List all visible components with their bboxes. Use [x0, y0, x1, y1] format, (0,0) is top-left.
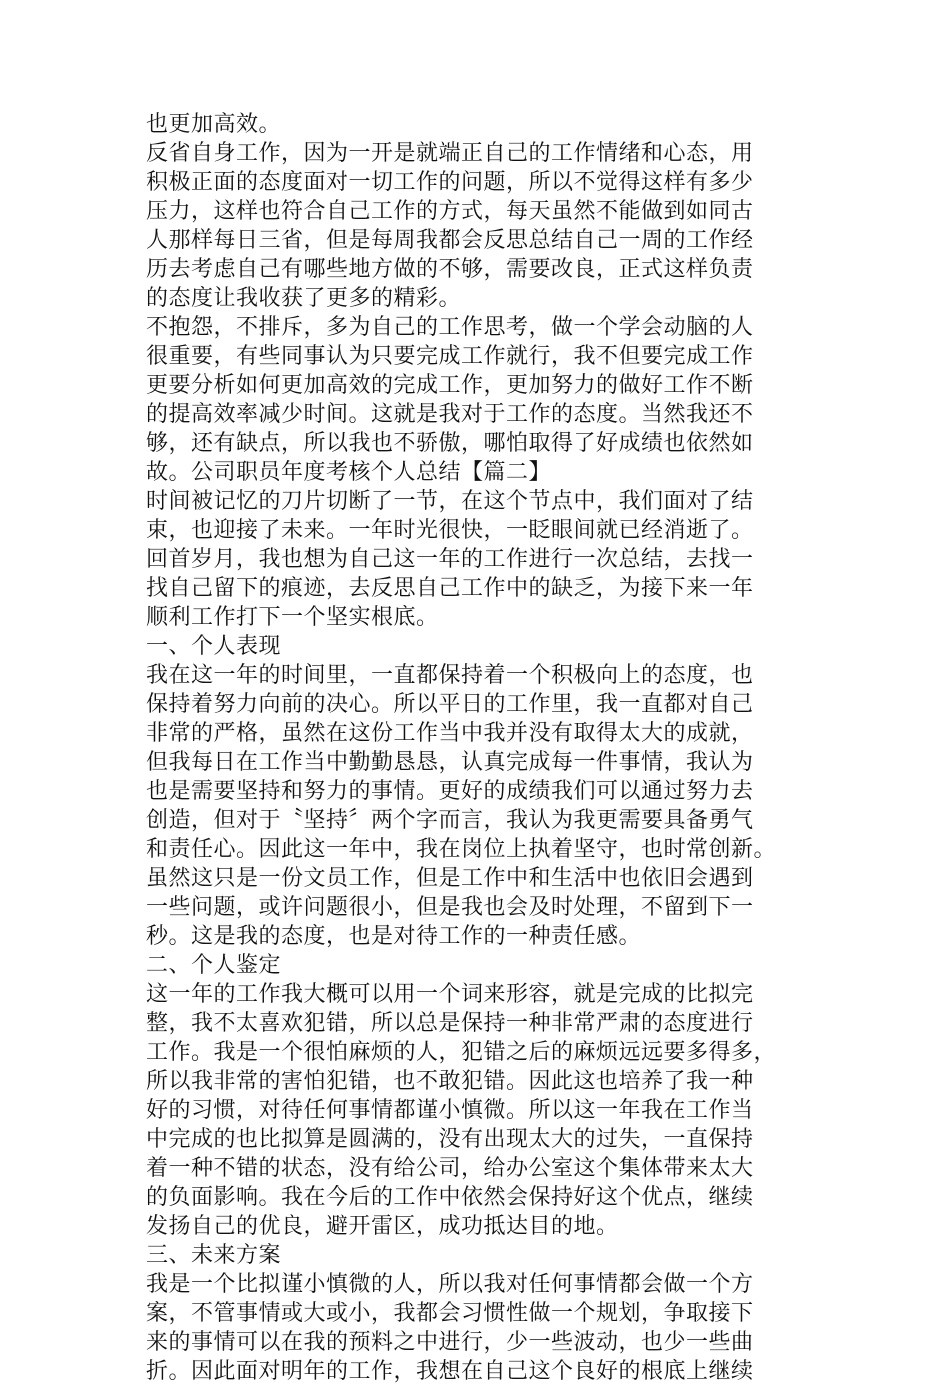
text-line: 一些问题，或许问题很小，但是我也会及时处理，不留到下一	[146, 895, 754, 920]
text-line: 二、个人鉴定	[146, 953, 282, 978]
text-line: 故。公司职员年度考核个人总结【篇二】	[146, 460, 552, 485]
text-line: 所以我非常的害怕犯错，也不敢犯错。因此这也培养了我一种	[146, 1069, 754, 1094]
text-line: 发扬自己的优良，避开雷区，成功抵达目的地。	[146, 1214, 619, 1239]
text-line: 但我每日在工作当中勤勤恳恳，认真完成每一件事情，我认为	[146, 750, 754, 775]
text-line: 和责任心。因此这一年中，我在岗位上执着坚守，也时常创新。	[146, 837, 777, 862]
text-line: 好的习惯，对待任何事情都谨小慎微。所以这一年我在工作当	[146, 1098, 754, 1123]
text-line: 这一年的工作我大概可以用一个词来形容，就是完成的比拟完	[146, 982, 754, 1007]
text-line: 也更加高效。	[146, 112, 282, 137]
text-line: 中完成的也比拟算是圆满的，没有出现太大的过失，一直保持	[146, 1127, 754, 1152]
text-line: 回首岁月，我也想为自己这一年的工作进行一次总结，去找一	[146, 547, 754, 572]
text-line: 创造，但对于〝坚持〞两个字而言，我认为我更需要具备勇气	[146, 808, 754, 833]
text-line: 压力，这样也符合自己工作的方式，每天虽然不能做到如同古	[146, 199, 754, 224]
text-line: 着一种不错的状态，没有给公司，给办公室这个集体带来太大	[146, 1156, 754, 1181]
text-line: 的负面影响。我在今后的工作中依然会保持好这个优点，继续	[146, 1185, 754, 1210]
text-line: 不抱怨，不排斥，多为自己的工作思考，做一个学会动脑的人	[146, 315, 754, 340]
text-line: 找自己留下的痕迹，去反思自己工作中的缺乏，为接下来一年	[146, 576, 754, 601]
text-line: 反省自身工作，因为一开是就端正自己的工作情绪和心态，用	[146, 141, 754, 166]
text-line: 时间被记忆的刀片切断了一节，在这个节点中，我们面对了结	[146, 489, 754, 514]
text-line: 的提高效率减少时间。这就是我对于工作的态度。当然我还不	[146, 402, 754, 427]
text-line: 人那样每日三省，但是每周我都会反思总结自己一周的工作经	[146, 228, 754, 253]
text-line: 够，还有缺点，所以我也不骄傲，哪怕取得了好成绩也依然如	[146, 431, 754, 456]
text-line: 来的事情可以在我的预料之中进行，少一些波动，也少一些曲	[146, 1330, 754, 1355]
text-line: 顺利工作打下一个坚实根底。	[146, 605, 439, 630]
text-line: 整，我不太喜欢犯错，所以总是保持一种非常严肃的态度进行	[146, 1011, 754, 1036]
text-line: 虽然这只是一份文员工作，但是工作中和生活中也依旧会遇到	[146, 866, 754, 891]
text-line: 更要分析如何更加高效的完成工作，更加努力的做好工作不断	[146, 373, 754, 398]
text-line: 案，不管事情或大或小，我都会习惯性做一个规划，争取接下	[146, 1301, 754, 1326]
text-line: 积极正面的态度面对一切工作的问题，所以不觉得这样有多少	[146, 170, 754, 195]
document-body	[146, 110, 818, 1386]
text-line: 很重要，有些同事认为只要完成工作就行，我不但要完成工作	[146, 344, 754, 369]
text-line: 工作。我是一个很怕麻烦的人，犯错之后的麻烦远远要多得多，	[146, 1040, 777, 1065]
text-line: 历去考虑自己有哪些地方做的不够，需要改良，正式这样负责	[146, 257, 754, 282]
text-line: 一、个人表现	[146, 634, 282, 659]
text-line: 三、未来方案	[146, 1243, 282, 1268]
text-line: 也是需要坚持和努力的事情。更好的成绩我们可以通过努力去	[146, 779, 754, 804]
text-line: 我是一个比拟谨小慎微的人，所以我对任何事情都会做一个方	[146, 1272, 754, 1297]
text-line: 非常的严格，虽然在这份工作当中我并没有取得太大的成就，	[146, 721, 754, 746]
text-line: 束，也迎接了未来。一年时光很快，一眨眼间就已经消逝了。	[146, 518, 754, 543]
text-line: 我在这一年的时间里，一直都保持着一个积极向上的态度，也	[146, 663, 754, 688]
text-line: 秒。这是我的态度，也是对待工作的一种责任感。	[146, 924, 642, 949]
text-line: 折。因此面对明年的工作，我想在自己这个良好的根底上继续	[146, 1359, 754, 1384]
text-line: 的态度让我收获了更多的精彩。	[146, 286, 462, 311]
text-line: 保持着努力向前的决心。所以平日的工作里，我一直都对自己	[146, 692, 754, 717]
